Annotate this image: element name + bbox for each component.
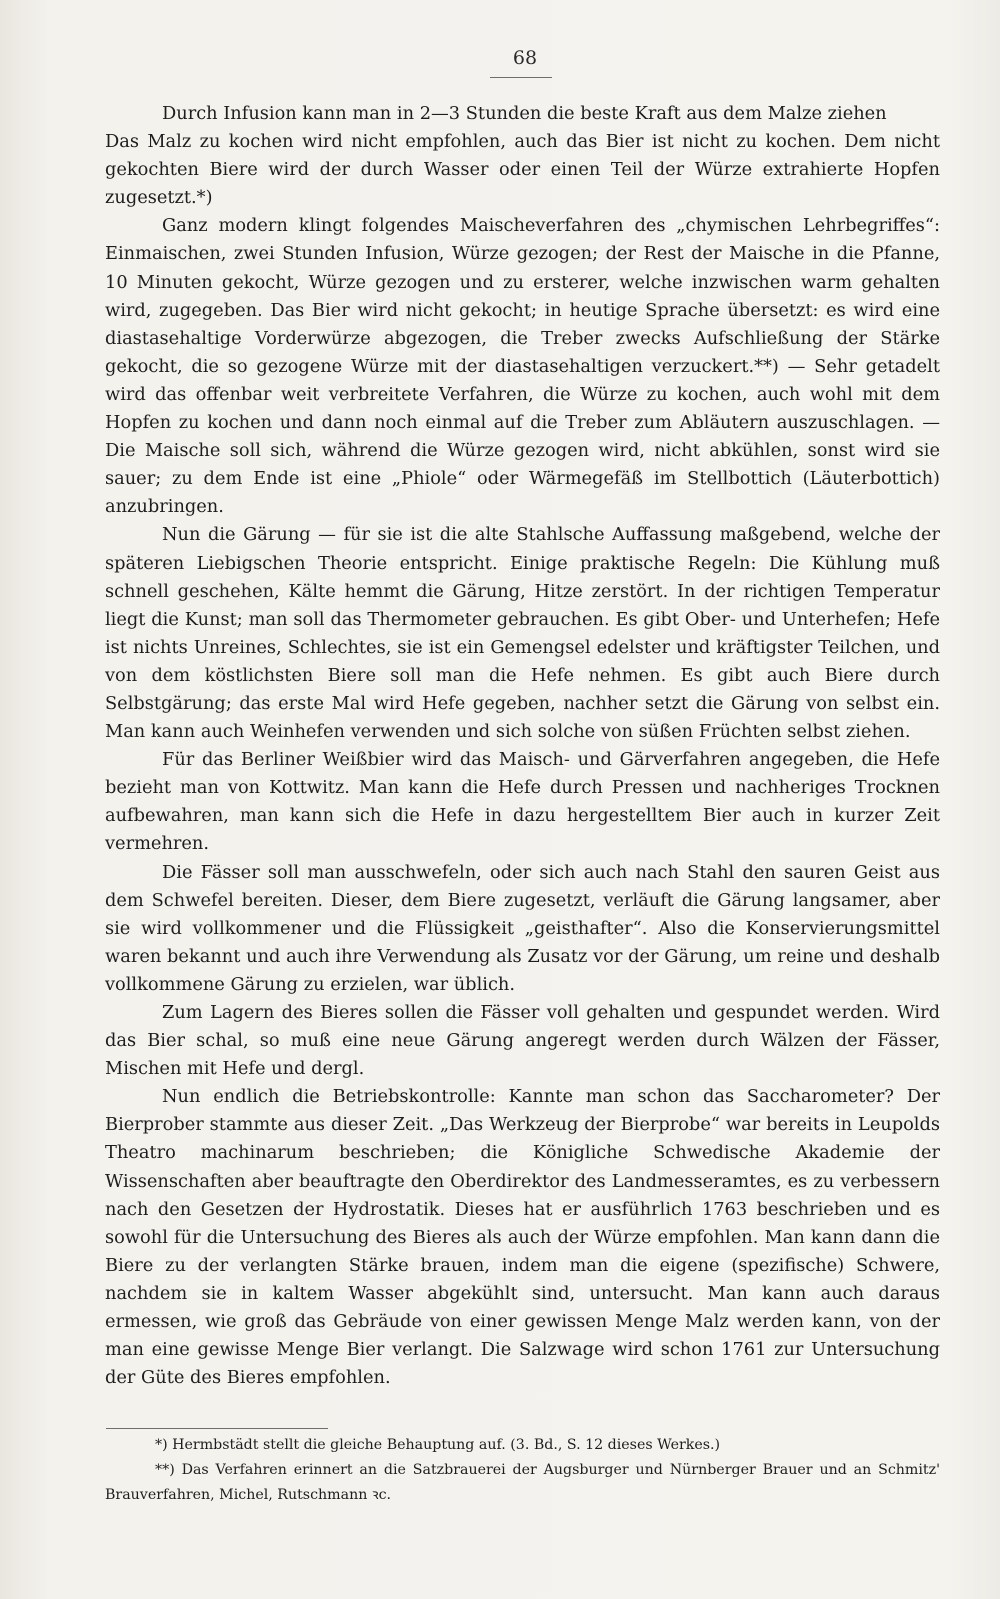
body-text [105, 100, 940, 1392]
paragraph-maischeverfahren: Ganz modern klingt folgendes Maischeverfahren des „chymischen Lehrbegriffes“: Einmaischen, zwei Stunden Infusion, Würze gezogen; der Rest der Maische in die Pfanne, 10 Minuten gekocht, Würze gezogen und zu ersterer, welche inzwischen warm gehalten wird, zugegeben. Das Bier wird nicht gekocht; in heutige Sprache übersetzt: es wird eine diastasehaltige Vorderwürze abgezogen, die Treber zwecks Aufschließung der Stärke gekocht, die so gezogene Würze mit der diastasehaltigen verzuckert.**) — Sehr getadelt wird das offenbar weit verbreitete Verfahren, die Würze zu kochen, auch wohl mit dem Hopfen zu kochen und dann noch einmal auf die Treber zum Abläutern auszuschlagen. — Die Maische soll sich, während die Würze gezogen wird, nicht abkühlen, sonst wird sie sauer; zu dem Ende ist eine „Phiole“ oder Wärmegefäß im Stellbottich (Läuterbottich) anzubringen. [105, 215, 940, 518]
page-number: 68 [512, 47, 538, 69]
paragraph-faesser: Die Fässer soll man ausschwefeln, oder sich auch nach Stahl den sauren Geist aus dem Schwefel bereiten. Dieser, dem Biere zugesetzt, verläuft die Gärung langsamer, aber sie wird vollkommener und die Flüssigkeit „geisthafter“. Also die Konservierungsmittel waren bekannt und auch ihre Verwendung als Zusatz vor der Gärung, um reine und deshalb vollkommene Gärung zu erzielen, war üblich. [105, 861, 940, 995]
footnote-2: **) Das Verfahren erinnert an die Satzbrauerei der Augsburger und Nürnberger Brauer und an Schmitz' Brauverfahren, Michel, Rutschmann ꝛc. [105, 1462, 940, 1503]
paragraph-lagern: Zum Lagern des Bieres sollen die Fässer voll gehalten und gespundet werden. Wird das Bier schal, so muß eine neue Gärung angeregt werden durch Wälzen der Fässer, Mischen mit Hefe und dergl. [105, 1002, 940, 1080]
paragraph-weissbier: Für das Berliner Weißbier wird das Maisch- und Gärverfahren angegeben, die Hefe bezieht man von Kottwitz. Man kann die Hefe durch Pressen und nachheriges Trocknen aufbewahren, man kann sich die Hefe in dazu hergestelltem Bier auch in kurzer Zeit vermehren. [105, 749, 940, 855]
paragraph-infusion: Durch Infusion kann man in 2—3 Stunden die beste Kraft aus dem Malze ziehen [162, 103, 887, 124]
footnote-rule [106, 1428, 328, 1429]
paragraph-malz-kochen: Das Malz zu kochen wird nicht empfohlen, auch das Bier ist nicht zu kochen. Dem nicht gekochten Biere wird der durch Wasser oder einen Teil der Würze extrahierte Hopfen zugesetzt.*) [105, 131, 940, 209]
paragraph-betriebskontrolle: Nun endlich die Betriebskontrolle: Kannte man schon das Saccharometer? Der Bierprober stammte aus dieser Zeit. „Das Werkzeug der Bierprobe“ war bereits in Leupolds Theatro machinarum beschrieben; die Königliche Schwedische Akademie der Wissenschaften aber beauftragte den Oberdirektor des Landmesseramtes, es zu verbessern nach den Gesetzen der Hydrostatik. Dieses hat er ausführlich 1763 beschrieben und es sowohl für die Untersuchung des Bieres als auch der Würze empfohlen. Man kann dann die Biere zu der verlangten Stärke brauen, indem man die eigene (spezifische) Schwere, nachdem sie in kaltem Wasser abgekühlt sind, untersucht. Man kann auch daraus ermessen, wie groß das Gebräude von einer gewissen Menge Malz werden kann, von der man eine gewisse Menge Bier verlangt. Die Salzwage wird schon 1761 zur Untersuchung der Güte des Bieres empfohlen. [105, 1086, 940, 1389]
paragraph-gaerung: Nun die Gärung — für sie ist die alte Stahlsche Auffassung maßgebend, welche der späteren Liebigschen Theorie entspricht. Einige praktische Regeln: Die Kühlung muß schnell geschehen, Kälte hemmt die Gärung, Hitze zerstört. In der richtigen Temperatur liegt die Kunst; man soll das Thermometer gebrauchen. Es gibt Ober- und Unterhefen; Hefe ist nichts Unreines, Schlechtes, sie ist ein Gemengsel edelster und kräftigster Teilchen, und von dem köstlichsten Biere soll man die Hefe nehmen. Es gibt auch Biere durch Selbstgärung; das erste Mal wird Hefe gegeben, nachher setzt die Gärung von selbst ein. Man kann auch Weinhefen verwenden und sich solche von süßen Früchten selbst ziehen. [105, 524, 940, 743]
footnote-1: *) Hermbstädt stellt die gleiche Behauptung auf. (3. Bd., S. 12 dieses Werkes.) [155, 1437, 721, 1453]
footnotes [105, 1433, 940, 1508]
page-number-rule [490, 77, 552, 78]
